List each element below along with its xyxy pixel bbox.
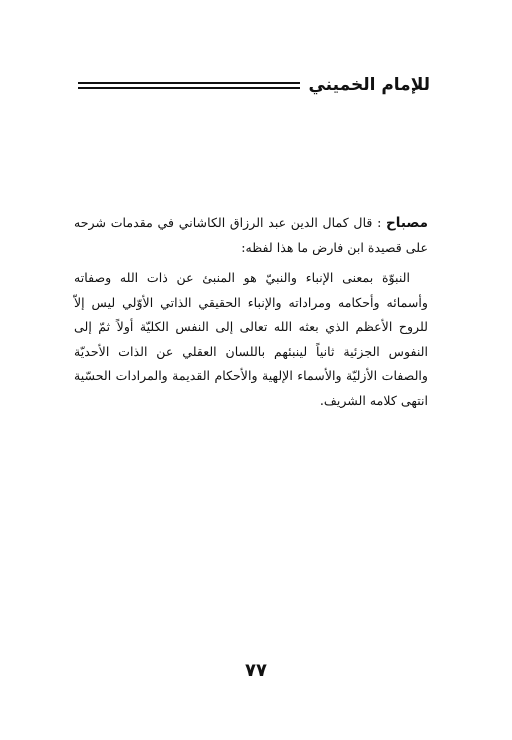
running-header: [78, 74, 430, 96]
body-text: [74, 211, 428, 413]
intro-paragraph: [74, 211, 428, 260]
section-label: مصباح: [386, 215, 428, 231]
intro-text: قال كمال الدين عبد الرزاق الكاشاني في مقدمات شرحه على قصيدة ابن فارض ما هذا لفظه:: [74, 215, 428, 255]
label-separator: :: [372, 215, 387, 230]
quote-paragraph: النبوّة بمعنى الإنباء والنبيّ هو المنبئ عن ذات الله وصفاته وأسمائه وأحكامه ومراداته والإنباء الحقيقي الذاتي الأوّلي ليس إلاّ للروح الأعظم الذي بعثه الله تعالى إلى النفس الكليّة أولاً ثمّ إلى النفوس الجزئية ثانياً لينبئهم باللسان العقلي عن الذات الأحديّة والصفات الأزليّة والأسماء الإلهية والأحكام القديمة والمرادات الحسّية انتهى كلامه الشريف.: [74, 270, 428, 408]
header-rule: [78, 81, 300, 90]
page-number: ٧٧: [245, 660, 267, 681]
header-title: للإمام الخميني: [308, 75, 430, 95]
